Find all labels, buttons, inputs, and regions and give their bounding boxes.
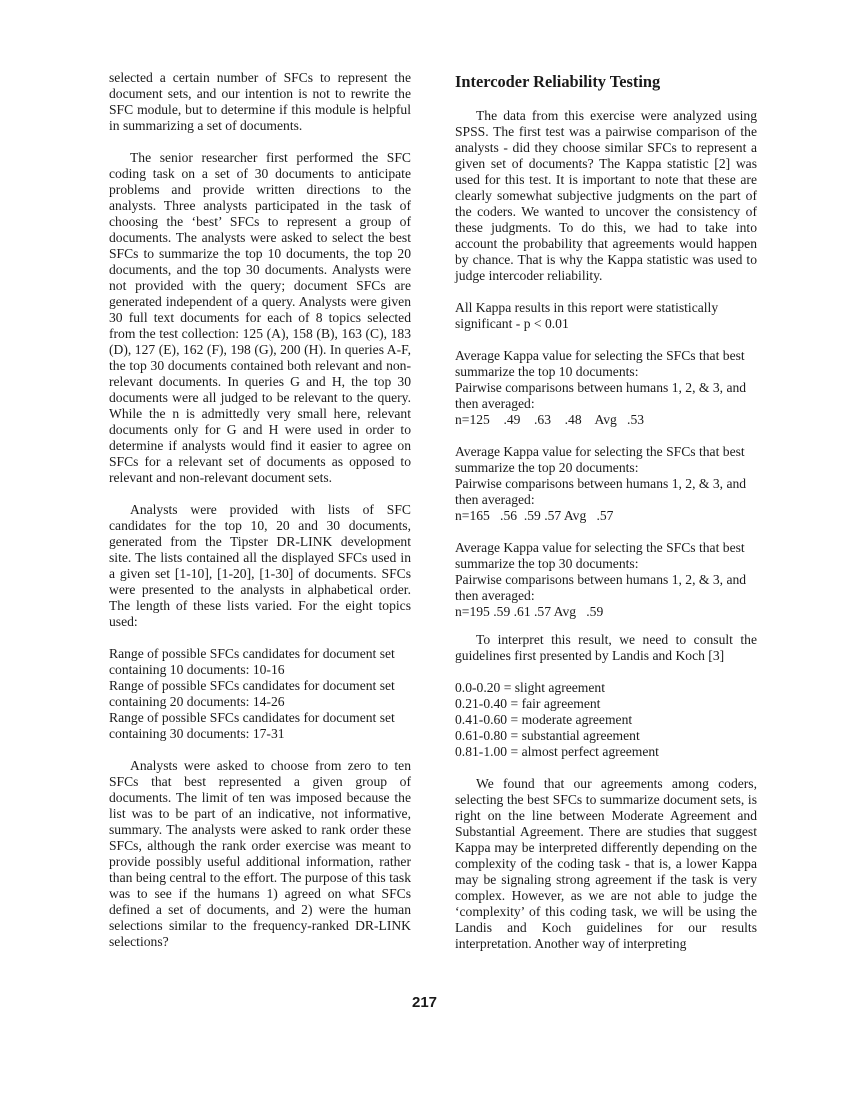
range-item: Range of possible SFCs candidates for document set containing 30 documents: 17-31 (109, 710, 395, 741)
paragraph: The data from this exercise were analyzed using SPSS. The first test was a pairwise comparison of the analysts - did they choose similar SFCs to represent a given set of documents? The Kappa statistic [2] was used for this test. It is important to note that these are clearly somewhat subjective judgments on the part of the coders. We wanted to uncover the consistency of these judgments. To do this, we had to take into account the probability that agreements would happen by chance. That is why the Kappa statistic was used to judge intercoder reliability. (455, 108, 757, 283)
paragraph: The senior researcher first performed the SFC coding task on a set of 30 documents to anticipate problems and provide written directions to the analysts. Three analysts participated in the task of choosing the ‘best’ SFCs to represent a group of documents. The analysts were asked to select the best SFCs to summarize the top 10 documents, the top 20 documents, and the top 30 documents. Analysts were not provided with the query; document SFCs are generated independent of a query. Analysts were given 30 full text documents for each of 8 topics selected from the test collection: 125 (A), 158 (B), 163 (C), 183 (D), 127 (E), 162 (F), 198 (G), 200 (H). In queries A-F, the top 30 documents contained both relevant and non-relevant documents. In queries G and H, the top 30 documents were all judged to be relevant to the query. While the n is admittedly very small here, relevant documents only for G and H were used in order to determine if analysts would find it easier to agree on SFCs for a relevant set of documents as opposed to relevant and non-relevant document sets. (109, 150, 411, 485)
kappa-description: Average Kappa value for selecting the SFCs that best summarize the top 30 documents: (455, 540, 745, 571)
range-item: Range of possible SFCs candidates for document set containing 10 documents: 10-16 (109, 646, 395, 677)
kappa-method: Pairwise comparisons between humans 1, 2, & 3, and then averaged: (455, 380, 747, 411)
paragraph: We found that our agreements among coders, selecting the best SFCs to summarize document sets, is right on the line between Moderate Agreement and Substantial Agreement. There are studies that suggest Kappa may be interpreted differently depending on the complexity of the coding task - that is, a lower Kappa may be signaling strong agreement if the task is very complex. However, as we are not able to judge the ‘complexity’ of this coding task, we will be using the Landis and Koch guidelines for our results interpretation. Another way of interpreting (455, 776, 757, 951)
paragraph: selected a certain number of SFCs to represent the document sets, and our intention is not to rewrite the SFC module, but to determine if this module is helpful in summarizing a set of documents. (109, 70, 411, 133)
scale-item: 0.21-0.40 = fair agreement (455, 696, 601, 711)
section-heading: Intercoder Reliability Testing (455, 72, 661, 91)
kappa-values: n=165 .56 .59 .57 Avg .57 (455, 508, 614, 523)
left-column (109, 70, 411, 950)
kappa-description: Average Kappa value for selecting the SFCs that best summarize the top 20 documents: (455, 444, 745, 475)
paragraph: To interpret this result, we need to consult the guidelines first presented by Landis and Koch [3] (455, 632, 757, 663)
scale-item: 0.41-0.60 = moderate agreement (455, 712, 633, 727)
paragraph: Analysts were provided with lists of SFC candidates for the top 10, 20 and 30 documents, generated from the Tipster DR-LINK development site. The lists contained all the displayed SFCs used in a given set [1-10], [1-20], [1-30] of documents. SFCs were presented to the analysts in alphabetical order. The length of these lists varied. For the eight topics used: (109, 502, 411, 629)
paragraph: All Kappa results in this report were statistically significant - p < 0.01 (455, 300, 719, 331)
paragraph: Analysts were asked to choose from zero to ten SFCs that best represented a given group of documents. The limit of ten was imposed because the list was to be part of an indicative, not informative, summary. The analysts were asked to rank order these SFCs, although the rank order exercise was meant to provide possibly useful additional information, rather than being central to the effort. The purpose of this task was to see if the humans 1) agreed on what SFCs defined a set of documents, and 2) were the human selections similar to the frequency-ranked DR-LINK selections? (109, 758, 411, 949)
kappa-values: n=195 .59 .61 .57 Avg .59 (455, 604, 604, 619)
scale-item: 0.81-1.00 = almost perfect agreement (455, 744, 659, 759)
scale-item: 0.61-0.80 = substantial agreement (455, 728, 640, 743)
kappa-block (455, 540, 757, 620)
kappa-block (455, 444, 757, 524)
right-column (455, 70, 757, 952)
scale-item: 0.0-0.20 = slight agreement (455, 680, 605, 695)
kappa-block (455, 348, 757, 428)
range-item: Range of possible SFCs candidates for document set containing 20 documents: 14-26 (109, 678, 395, 709)
kappa-method: Pairwise comparisons between humans 1, 2, & 3, and then averaged: (455, 476, 747, 507)
kappa-method: Pairwise comparisons between humans 1, 2, & 3, and then averaged: (455, 572, 747, 603)
agreement-scale (455, 680, 757, 760)
page-number: 217 (411, 994, 438, 1011)
kappa-description: Average Kappa value for selecting the SFCs that best summarize the top 10 documents: (455, 348, 745, 379)
kappa-values: n=125 .49 .63 .48 Avg .53 (455, 412, 645, 427)
